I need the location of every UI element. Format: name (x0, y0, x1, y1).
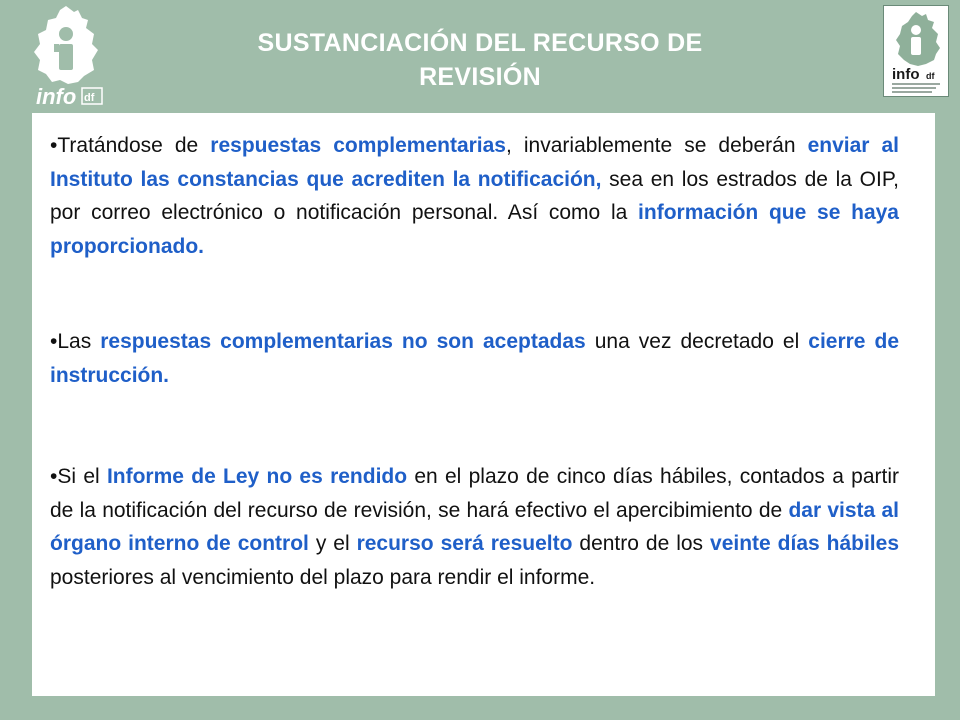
highlighted-text: información que se haya proporcionado. (50, 201, 899, 258)
body-text: sea en los estrados de la OIP, por correo electrónico o notificación personal. Así como la (50, 167, 899, 224)
bullet: • (50, 465, 58, 488)
infodf-logo-right (883, 5, 949, 97)
logo-wordmark-left: info (36, 84, 77, 108)
page-title (170, 26, 790, 94)
infodf-logo-left (22, 4, 110, 108)
body-text: Tratándose de (57, 134, 211, 157)
body-text: dentro de los (572, 532, 711, 555)
body-text: y el (308, 532, 357, 555)
highlighted-text: recurso será resuelto (356, 532, 573, 555)
highlighted-text: respuestas complementarias (210, 134, 506, 157)
body-text: Si el (57, 465, 107, 488)
body-text: , invariablemente se deberán (506, 134, 808, 157)
paragraph-3 (50, 460, 899, 594)
content-panel (32, 113, 935, 696)
body-text: posteriores al vencimiento del plazo para rendir el informe. (50, 565, 596, 589)
body-text: en el plazo de cinco días hábiles, contados a partir de la notificación del recurso de revisión, se hará efectivo el apercibimiento de (50, 465, 900, 522)
logo-wordmark-right: info (892, 66, 920, 83)
body-text: Las (57, 330, 101, 353)
highlighted-text: respuestas complementarias no son aceptadas (100, 330, 586, 353)
highlighted-text: cierre de instrucción. (50, 330, 900, 387)
logo-suffix-right: df (926, 71, 935, 81)
page-title-line1: SUSTANCIACIÓN DEL RECURSO DE (257, 29, 703, 57)
map-icon (884, 6, 948, 96)
bullet: • (50, 134, 58, 157)
body-text: una vez decretado el (585, 330, 809, 353)
bullet: • (50, 330, 58, 353)
map-icon (22, 4, 110, 108)
paragraph-1 (50, 129, 899, 263)
highlighted-text: enviar al Instituto las constancias que acrediten la notificación, (50, 134, 900, 191)
page-title-line2: REVISIÓN (419, 63, 541, 91)
highlighted-text: veinte días hábiles (710, 532, 900, 555)
logo-suffix-left: df (84, 92, 95, 104)
highlighted-text: Informe de Ley no es rendido (106, 465, 408, 488)
paragraph-2 (50, 325, 899, 392)
highlighted-text: dar vista al órgano interno de control (50, 498, 899, 555)
